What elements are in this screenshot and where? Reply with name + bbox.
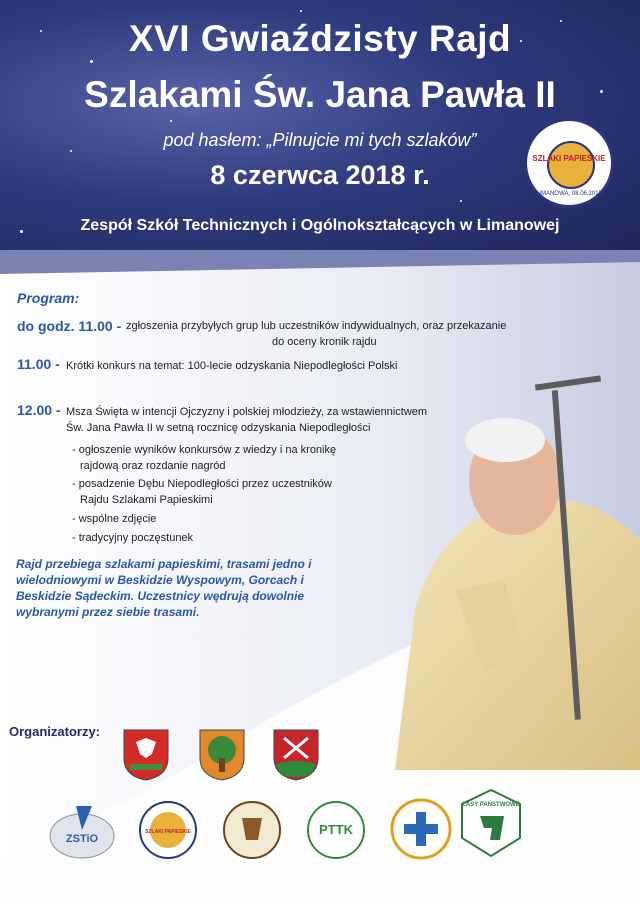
school-name: Zespół Szkół Technicznych i Ogólnokształcących w Limanowej: [80, 217, 560, 234]
pttk-logo: [304, 800, 368, 860]
star: [300, 10, 302, 12]
seal-logo: [222, 800, 282, 860]
title-line2: Szlakami Św. Jana Pawła II: [84, 74, 556, 115]
program-time-3: 12.00 -: [17, 402, 61, 418]
star: [90, 60, 93, 63]
bullet-1a: - ogłoszenie wyników konkursów z wiedzy i na kronikę: [72, 444, 337, 456]
program-text-2: Krótki konkurs na temat: 100-lecie odzyskania Niepodległości Polski: [66, 360, 398, 372]
pope-photo: [395, 370, 640, 770]
coat-of-arms-swords-icon: [272, 728, 320, 782]
star: [460, 200, 462, 202]
bullet-3: - wspólne zdjęcie: [72, 513, 157, 525]
header-banner: [0, 0, 640, 258]
bullet-2a: - posadzenie Dębu Niepodległości przez uczestników: [72, 478, 332, 490]
coat-of-arms-tree-icon: [198, 728, 246, 782]
program-text-3b: Św. Jana Pawła II w setną rocznicę odzyskania Niepodległości: [66, 422, 371, 434]
coat-of-arms-eagle-icon: [122, 728, 170, 782]
program-time-2: 11.00 -: [17, 356, 60, 372]
bullet-2b: Rajdu Szlakami Papieskimi: [80, 494, 213, 506]
szlaki-label: SZLAKI PAPIESKIE: [145, 829, 191, 835]
organizers-title: Organizatorzy:: [9, 724, 101, 739]
event-date: 8 czerwca 2018 r.: [210, 160, 430, 190]
star: [170, 120, 172, 122]
route-note: Rajd przebiega szlakami papieskimi, trasami jedno i wielodniowymi w Beskidzie Wyspowym, Gorcach i Beskidzie Sądeckim. Uczestnicy wędrują dowolnie wybranymi przez siebie trasami.: [16, 557, 312, 619]
badge-caption: LIMANOWA, 08.06.2018: [536, 191, 602, 197]
lasy-panstwowe-logo: [460, 788, 522, 858]
badge-label: SZLAKI PAPIESKIE: [532, 154, 606, 163]
szlaki-papieskie-logo: [138, 800, 198, 860]
program-time-1: do godz. 11.00 -: [17, 318, 122, 334]
zsto-label: ZSTiO: [65, 833, 99, 845]
program-text-1b: do oceny kronik rajdu: [272, 336, 377, 348]
program-text-3a: Msza Święta w intencji Ojczyzny i polskiej młodzieży, za wstawiennictwem: [66, 406, 428, 418]
pttk-label: PTTK: [319, 822, 353, 837]
school-zsto-logo: [46, 800, 118, 862]
program-title: Program:: [17, 290, 80, 306]
rally-badge-logo: [524, 118, 614, 208]
motto: pod hasłem: „Pilnujcie mi tych szlaków”: [163, 130, 477, 150]
bullet-1b: rajdową oraz rozdanie nagród: [80, 460, 226, 472]
lasy-label: LASY PAŃSTWOWE: [462, 802, 520, 808]
badge-emblem: [547, 141, 595, 189]
bullet-4: - tradycyjny poczęstunek: [72, 532, 194, 544]
program-text-1a: zgłoszenia przybyłych grup lub uczestników indywidualnych, oraz przekazanie: [126, 320, 507, 332]
rescue-cross-logo: [390, 798, 452, 860]
title-line1: XVI Gwiaździsty Rajd: [128, 18, 512, 59]
